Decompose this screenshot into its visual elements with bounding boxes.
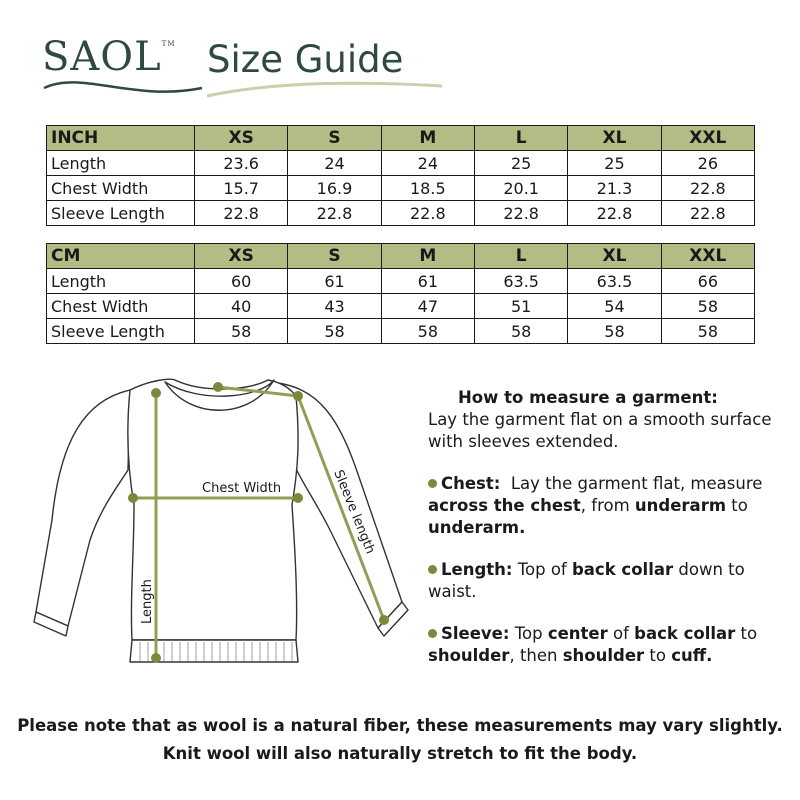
instruction-text: to [726, 496, 748, 515]
instructions-intro [428, 387, 788, 453]
table-cell: 24 [288, 151, 381, 176]
table-cell: 22.8 [474, 201, 567, 226]
table-cell: 26 [661, 151, 754, 176]
instruction-emphasis: shoulder [562, 646, 645, 665]
length-label: Length [140, 579, 155, 624]
row-label: Chest Width [47, 294, 195, 319]
trademark-mark: TM [161, 40, 176, 48]
length-instruction [428, 559, 788, 603]
cm-size-table [46, 243, 755, 344]
measure-dot [151, 388, 161, 398]
table-cell: 22.8 [288, 201, 381, 226]
table-cell: 47 [381, 294, 474, 319]
sleeve-instruction [428, 623, 788, 667]
instruction-emphasis: underarm. [428, 518, 526, 537]
instruction-text: , then [509, 646, 563, 665]
instruction-text: to [644, 646, 672, 665]
table-cell: 25 [568, 151, 661, 176]
length-title: Length: [441, 560, 513, 579]
table-cell: 22.8 [568, 201, 661, 226]
table-cell: 58 [568, 319, 661, 344]
table-cell: 63.5 [568, 269, 661, 294]
footer-line: Please note that as wool is a natural fiber, these measurements may vary slightly. [17, 716, 783, 735]
table-row [47, 269, 755, 294]
measure-dot [128, 493, 138, 503]
table-cell: 58 [288, 319, 381, 344]
row-label: Chest Width [47, 176, 195, 201]
table-cell: 25 [474, 151, 567, 176]
table-cell: 60 [195, 269, 288, 294]
unit-header: INCH [47, 126, 195, 151]
unit-header: CM [47, 244, 195, 269]
size-header: XL [568, 244, 661, 269]
instruction-text: Top of [512, 560, 572, 579]
table-cell: 43 [288, 294, 381, 319]
instruction-emphasis: center [547, 624, 608, 643]
table-row [47, 201, 755, 226]
bullet-icon [428, 479, 437, 488]
table-cell: 22.8 [381, 201, 474, 226]
footer-note [0, 712, 800, 768]
table-header-row [47, 126, 755, 151]
row-label: Sleeve Length [47, 201, 195, 226]
page-title: Size Guide [207, 38, 404, 81]
instruction-text: Lay the garment flat, measure [510, 474, 763, 493]
size-header: XXL [661, 244, 754, 269]
instruction-emphasis: underarm [634, 496, 727, 515]
brand-name: SAOL [42, 34, 162, 80]
table-cell: 66 [661, 269, 754, 294]
table-header-row [47, 244, 755, 269]
instruction-text: down to waist. [428, 560, 745, 601]
sweater-diagram [30, 370, 420, 670]
table-cell: 58 [195, 319, 288, 344]
table-cell: 23.6 [195, 151, 288, 176]
measure-dot [379, 615, 389, 625]
instruction-text: , from [580, 496, 635, 515]
instruction-text: of [607, 624, 635, 643]
brand-logo [42, 34, 176, 80]
table-cell: 51 [474, 294, 567, 319]
table-cell: 21.3 [568, 176, 661, 201]
instruction-emphasis: back collar [571, 560, 674, 579]
table-cell: 58 [661, 294, 754, 319]
table-cell: 15.7 [195, 176, 288, 201]
size-header: XL [568, 126, 661, 151]
table-cell: 61 [288, 269, 381, 294]
instruction-emphasis: across the chest [428, 496, 581, 515]
size-header: XS [195, 244, 288, 269]
instruction-text: Top [509, 624, 548, 643]
measure-instructions [428, 387, 788, 687]
table-row [47, 151, 755, 176]
instruction-text: to [735, 624, 758, 643]
size-header: M [381, 244, 474, 269]
table-cell: 24 [381, 151, 474, 176]
row-label: Length [47, 269, 195, 294]
sleeve-title: Sleeve: [441, 624, 510, 643]
table-cell: 54 [568, 294, 661, 319]
header [42, 28, 462, 100]
bullet-icon [428, 565, 437, 574]
inch-size-table [46, 125, 755, 226]
table-cell: 16.9 [288, 176, 381, 201]
table-cell: 22.8 [661, 201, 754, 226]
sleeve-length-label: Sleeve length [330, 467, 378, 557]
row-label: Length [47, 151, 195, 176]
table-cell: 58 [381, 319, 474, 344]
row-label: Sleeve Length [47, 319, 195, 344]
size-header: L [474, 126, 567, 151]
size-header: XXL [661, 126, 754, 151]
measure-dot [293, 391, 303, 401]
measure-dot [151, 653, 161, 663]
size-header: M [381, 126, 474, 151]
table-row [47, 176, 755, 201]
table-cell: 61 [381, 269, 474, 294]
instruction-emphasis: back collar [634, 624, 736, 643]
table-cell: 22.8 [195, 201, 288, 226]
size-header: S [288, 126, 381, 151]
table-cell: 40 [195, 294, 288, 319]
instruction-emphasis: cuff. [671, 646, 713, 665]
table-cell: 63.5 [474, 269, 567, 294]
intro-text: Lay the garment flat on a smooth surface with sleeves extended. [428, 410, 772, 451]
chest-width-label: Chest Width [202, 481, 282, 496]
table-row [47, 319, 755, 344]
chest-instruction [428, 473, 788, 539]
instruction-emphasis: shoulder [428, 646, 510, 665]
chest-title: Chest: [441, 474, 501, 493]
table-row [47, 294, 755, 319]
bullet-icon [428, 629, 437, 638]
size-header: XS [195, 126, 288, 151]
footer-line: Knit wool will also naturally stretch to fit the body. [162, 744, 638, 763]
table-cell: 58 [474, 319, 567, 344]
table-cell: 20.1 [474, 176, 567, 201]
measure-dot [213, 382, 223, 392]
measure-dot [293, 493, 303, 503]
size-header: L [474, 244, 567, 269]
table-cell: 22.8 [661, 176, 754, 201]
size-header: S [288, 244, 381, 269]
instructions-heading: How to measure a garment: [458, 388, 718, 407]
table-cell: 58 [661, 319, 754, 344]
table-cell: 18.5 [381, 176, 474, 201]
